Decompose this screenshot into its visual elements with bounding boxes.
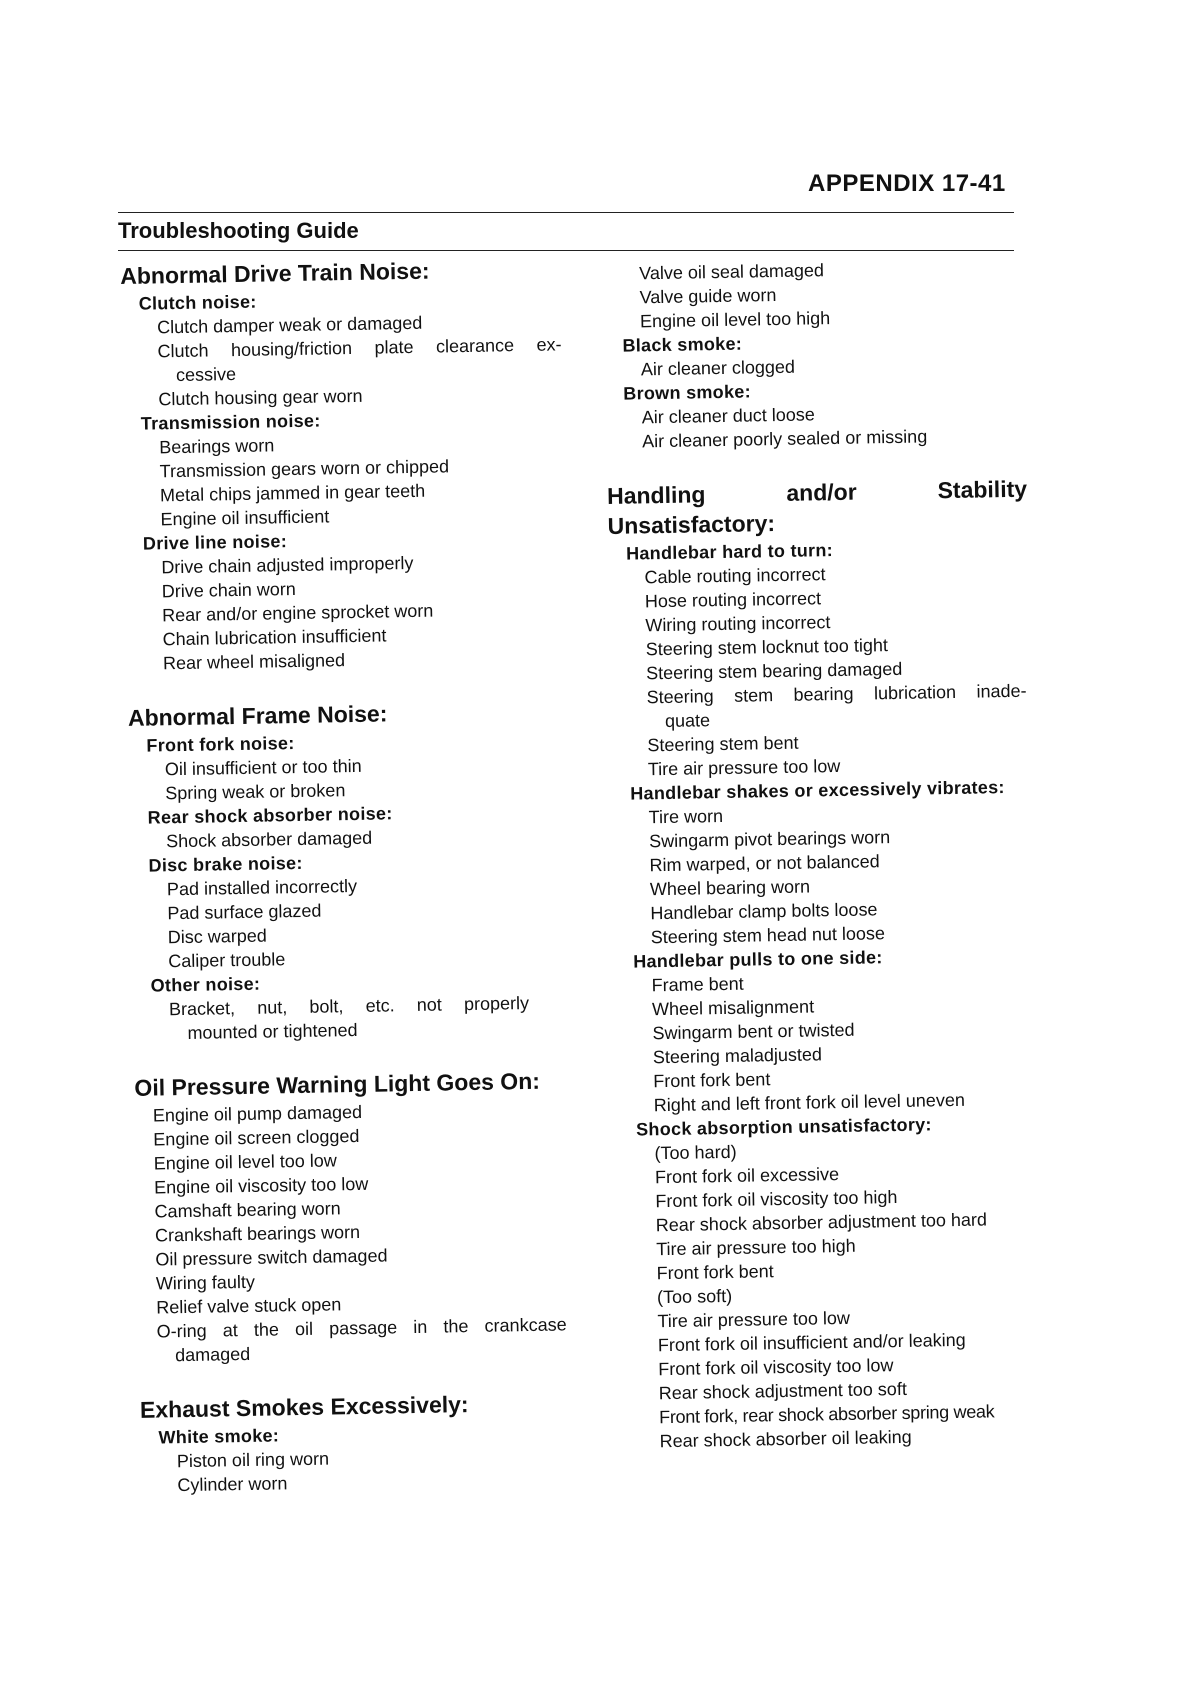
list-item: Engine oil level too low bbox=[153, 1150, 338, 1174]
list-item: Clutch housing/friction plate clearance ex- bbox=[157, 334, 562, 362]
list-item: Valve guide worn bbox=[639, 284, 777, 308]
list-item: Oil pressure switch damaged bbox=[155, 1245, 388, 1270]
list-item: Front fork oil insufficient and/or leaking bbox=[657, 1329, 966, 1356]
group-label: Handlebar shakes or excessively vibrates: bbox=[630, 777, 1005, 804]
list-item: Engine oil pump damaged bbox=[152, 1101, 363, 1126]
list-item: Oil insufficient or too thin bbox=[164, 755, 362, 780]
list-item: Clutch damper weak or damaged bbox=[156, 312, 423, 338]
group-label: Black smoke: bbox=[622, 333, 743, 356]
list-item: Tire worn bbox=[648, 805, 724, 828]
list-item: Front fork oil viscosity too low bbox=[658, 1355, 894, 1380]
list-item: Spring weak or broken bbox=[165, 780, 346, 804]
list-item: O-ring at the oil passage in the crankcase bbox=[156, 1314, 567, 1342]
list-item: Metal chips jammed in gear teeth bbox=[159, 480, 426, 506]
list-item: Bearings worn bbox=[159, 435, 275, 458]
list-item: Tire air pressure too high bbox=[656, 1235, 856, 1260]
list-item: Handlebar clamp bolts loose bbox=[650, 899, 878, 924]
list-item: Swingarm pivot bearings worn bbox=[648, 827, 891, 852]
section-title: Abnormal Frame Noise: bbox=[127, 700, 388, 731]
header-rule-bottom bbox=[118, 250, 1014, 251]
list-item: Cable routing incorrect bbox=[644, 564, 826, 588]
section-title: Abnormal Drive Train Noise: bbox=[120, 257, 430, 289]
list-item: Clutch housing gear worn bbox=[158, 385, 363, 410]
list-item: Engine oil screen clogged bbox=[153, 1125, 360, 1150]
list-item: Steering stem bearing damaged bbox=[646, 658, 903, 684]
list-item: Tire air pressure too low bbox=[657, 1307, 851, 1332]
list-item: Rear shock absorber oil leaking bbox=[659, 1426, 912, 1452]
list-item: Relief valve stuck open bbox=[156, 1294, 342, 1318]
list-item: Crankshaft bearings worn bbox=[154, 1221, 361, 1246]
exhaust-section bbox=[140, 1388, 582, 1498]
section-title: Handling and/or Stability bbox=[606, 475, 1028, 509]
group-label: Disc brake noise: bbox=[148, 852, 303, 876]
list-item: Engine oil insufficient bbox=[160, 506, 330, 530]
section-title-continued: Unsatisfactory: bbox=[607, 510, 776, 539]
list-item: Wheel bearing worn bbox=[649, 876, 811, 900]
list-item: Pad installed incorrectly bbox=[166, 875, 358, 900]
right-column bbox=[603, 254, 1064, 1453]
section-title: Oil Pressure Warning Light Goes On: bbox=[134, 1067, 541, 1101]
group-label: Handlebar hard to turn: bbox=[625, 540, 834, 564]
list-item: Chain lubrication insufficient bbox=[162, 625, 387, 650]
group-label: Front fork noise: bbox=[146, 733, 295, 756]
list-item: Steering stem bent bbox=[647, 732, 799, 756]
list-item: Air cleaner clogged bbox=[640, 356, 796, 380]
list-item: Pad surface glazed bbox=[167, 900, 322, 924]
list-item: Front fork bent bbox=[653, 1069, 771, 1092]
frame-noise-section bbox=[128, 696, 574, 1046]
list-item: Steering maladjusted bbox=[652, 1044, 823, 1068]
section-title: Exhaust Smokes Excessively: bbox=[139, 1391, 469, 1423]
exhaust-continued-section bbox=[603, 254, 1046, 454]
list-item: mounted or tightened bbox=[187, 1019, 358, 1043]
list-item: Rear wheel misaligned bbox=[162, 650, 346, 674]
list-item: Steering stem locknut too tight bbox=[645, 635, 889, 660]
group-label: Rear shock absorber noise: bbox=[147, 803, 393, 828]
list-item: Front fork bent bbox=[656, 1261, 774, 1284]
list-item: Engine oil viscosity too low bbox=[153, 1173, 369, 1198]
list-item: Piston oil ring worn bbox=[176, 1448, 330, 1472]
list-item: Swingarm bent or twisted bbox=[652, 1019, 855, 1044]
list-item: Rear shock absorber adjustment too hard bbox=[655, 1209, 988, 1236]
list-item: Camshaft bearing worn bbox=[154, 1198, 341, 1222]
group-label: Shock absorption unsatisfactory: bbox=[635, 1114, 932, 1140]
list-item: Rim warped, or not balanced bbox=[649, 851, 880, 876]
list-item: Disc warped bbox=[167, 925, 267, 948]
group-label: White smoke: bbox=[158, 1425, 280, 1448]
group-label: Brown smoke: bbox=[623, 381, 752, 404]
group-label: Drive line noise: bbox=[142, 531, 288, 554]
list-item: Wiring routing incorrect bbox=[645, 612, 831, 636]
list-item: (Too hard) bbox=[654, 1141, 737, 1164]
list-item: Air cleaner poorly sealed or missing bbox=[641, 426, 928, 452]
list-item: Front fork oil viscosity too high bbox=[655, 1187, 898, 1212]
left-column bbox=[120, 254, 582, 1497]
list-item: Shock absorber damaged bbox=[165, 827, 373, 852]
list-item: damaged bbox=[174, 1343, 251, 1366]
list-item: Rear and/or engine sprocket worn bbox=[161, 600, 434, 626]
header-rule-top bbox=[118, 212, 1014, 213]
handling-section bbox=[607, 474, 1064, 1454]
oil-pressure-section bbox=[134, 1066, 579, 1368]
list-item: Front fork, rear shock absorber spring weak bbox=[658, 1401, 995, 1428]
list-item: Front fork oil excessive bbox=[654, 1164, 840, 1188]
list-item: Steering stem head nut loose bbox=[650, 923, 886, 948]
section-label: Troubleshooting Guide bbox=[118, 218, 359, 243]
list-item: Valve oil seal damaged bbox=[639, 260, 825, 284]
list-item: Tire air pressure too low bbox=[647, 755, 841, 780]
group-label: Clutch noise: bbox=[138, 291, 257, 314]
group-label: Other noise: bbox=[150, 973, 261, 996]
list-item: Air cleaner duct loose bbox=[641, 404, 815, 428]
list-item: Caliper trouble bbox=[168, 949, 286, 972]
list-item: Steering stem bearing lubrication inade- bbox=[646, 680, 1027, 708]
page-header: APPENDIX 17-41 bbox=[808, 170, 1006, 197]
group-label: Handlebar pulls to one side: bbox=[633, 947, 883, 972]
list-item: Engine oil level too high bbox=[639, 308, 831, 332]
list-item: Bracket, nut, bolt, etc. not properly bbox=[168, 992, 530, 1020]
list-item: Drive chain adjusted improperly bbox=[161, 552, 414, 578]
list-item: Frame bent bbox=[651, 973, 744, 996]
list-item: Right and left front fork oil level uneven bbox=[653, 1089, 966, 1116]
list-item: Wiring faulty bbox=[155, 1271, 256, 1294]
list-item: Transmission gears worn or chipped bbox=[159, 456, 450, 482]
drive-train-section bbox=[120, 254, 567, 676]
list-item: Cylinder worn bbox=[177, 1473, 288, 1496]
list-item: quate bbox=[664, 710, 711, 731]
list-item: Drive chain worn bbox=[161, 578, 296, 602]
list-item: Rear shock adjustment too soft bbox=[658, 1378, 908, 1404]
group-label: Transmission noise: bbox=[140, 410, 321, 434]
list-item: Hose routing incorrect bbox=[644, 588, 822, 612]
list-item: cessive bbox=[175, 363, 237, 386]
list-item: (Too soft) bbox=[656, 1285, 733, 1308]
list-item: Wheel misalignment bbox=[651, 996, 815, 1020]
